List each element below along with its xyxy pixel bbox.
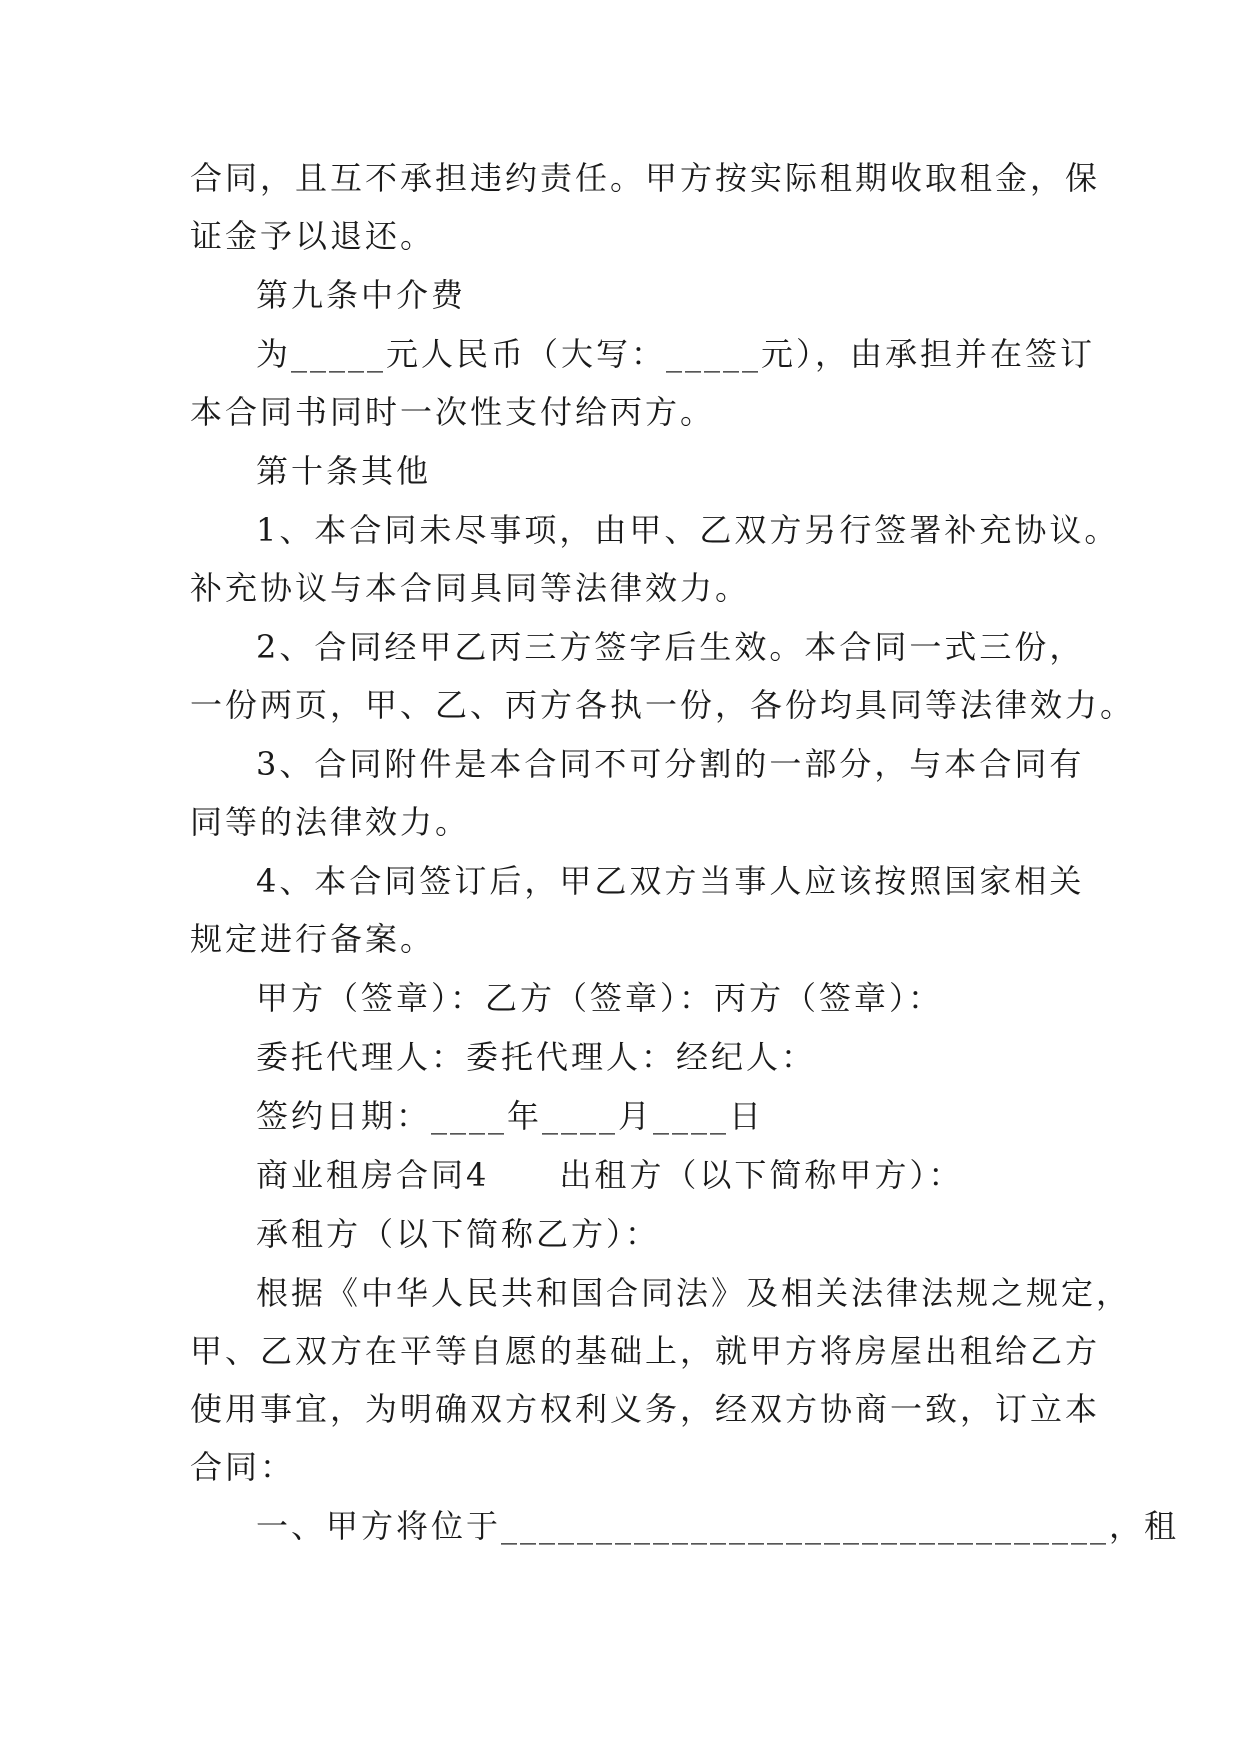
lessee-line: 承租方（以下简称乙方）： xyxy=(256,1215,661,1253)
paragraph-line: 3、合同附件是本合同不可分割的一部分，与本合同有 xyxy=(256,745,1085,783)
paragraph-line: 证金予以退还。 xyxy=(190,217,436,255)
paragraph-line: 规定进行备案。 xyxy=(190,920,436,958)
paragraph-line: 本合同书同时一次性支付给丙方。 xyxy=(190,393,716,431)
contract-title-line: 商业租房合同4 出租方（以下简称甲方）： xyxy=(256,1156,964,1194)
paragraph-line: 2、合同经甲乙丙三方签字后生效。本合同一式三份， xyxy=(256,628,1085,666)
section-heading-10: 第十条其他 xyxy=(256,452,432,490)
paragraph-line: 补充协议与本合同具同等法律效力。 xyxy=(190,569,751,607)
paragraph-line: 根据《中华人民共和国合同法》及相关法律法规之规定， xyxy=(256,1274,1132,1312)
signing-date-line: 签约日期：____年____月____日 xyxy=(256,1097,765,1135)
agent-line: 委托代理人：委托代理人：经纪人： xyxy=(256,1038,817,1076)
paragraph-line: 合同，且互不承担违约责任。甲方按实际租期收取租金，保 xyxy=(190,159,1101,197)
paragraph-line: 1、本合同未尽事项，由甲、乙双方另行签署补充协议。 xyxy=(256,511,1120,549)
section-heading-9: 第九条中介费 xyxy=(256,276,467,314)
paragraph-line: 同等的法律效力。 xyxy=(190,803,471,841)
paragraph-line: 一份两页，甲、乙、丙方各执一份，各份均具同等法律效力。 xyxy=(190,686,1136,724)
paragraph-line: 一、甲方将位于________________________________，租 xyxy=(256,1507,1180,1545)
signature-line: 甲方（签章）：乙方（签章）：丙方（签章）： xyxy=(256,979,944,1017)
paragraph-line: 4、本合同签订后，甲乙双方当事人应该按照国家相关 xyxy=(256,862,1085,900)
paragraph-line: 使用事宜，为明确双方权利义务，经双方协商一致，订立本 xyxy=(190,1390,1101,1428)
paragraph-line: 甲、乙双方在平等自愿的基础上，就甲方将房屋出租给乙方 xyxy=(190,1332,1101,1370)
document-body xyxy=(190,159,1180,1545)
paragraph-line: 合同： xyxy=(190,1448,296,1486)
paragraph-line: 为_____元人民币（大写：_____元），由承担并在签订 xyxy=(256,335,1096,373)
